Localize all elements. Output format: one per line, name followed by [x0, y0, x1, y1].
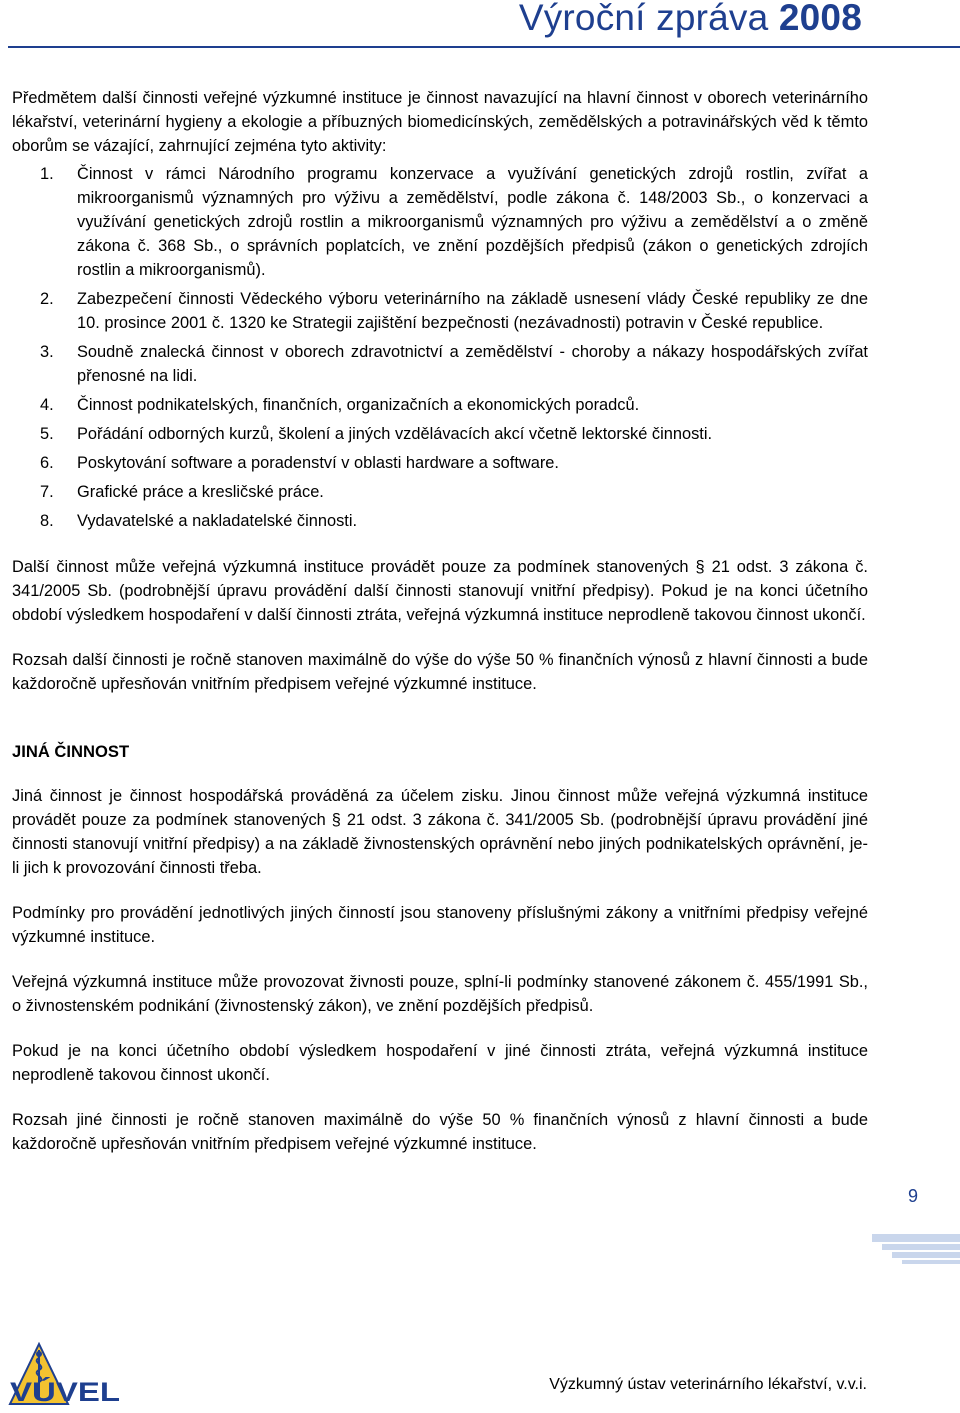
activity-item	[12, 287, 868, 335]
spacer	[12, 949, 868, 970]
scope-paragraph: Rozsah další činnosti je ročně stanoven maximálně do výše do výše 50 % finančních výnosů z hlavní činnosti a bude každoročně upřesňován vnitřním předpisem veřejné výzkumné instituce.	[12, 651, 868, 693]
other-activity-paragraph: Veřejná výzkumná instituce může provozovat živnosti pouze, splní-li podmínky stanovené zákonem č. 455/1991 Sb., o živnostenském podnikání (živnostenský zákon), ve znění pozdějších předpisů.	[12, 973, 868, 1015]
intro-paragraph: Předmětem další činnosti veřejné výzkumné instituce je činnost navazující na hlavní činnost v oborech veterinárního lékařství, veterinární hygieny a ekologie a příbuzných biomedicínských, zemědělských a potravinářských věd k těmto oborům se vázající, zahrnující zejména tyto aktivity:	[12, 89, 868, 155]
document-body	[12, 86, 868, 1156]
spacer	[12, 880, 868, 901]
other-activity-paragraph: Jiná činnost je činnost hospodářská prováděná za účelem zisku. Jinou činnost může veřejná výzkumná instituce provádět pouze za podmínek stanovených § 21 odst. 3 zákona č. 341/2005 Sb. (podrobnější úpravu provádění jiné činnosti stanovují vnitřní předpisy) a na základě živnostenských oprávnění nebo jiných podnikatelských oprávnění, je-li jich k provozování činnosti třeba.	[12, 787, 868, 877]
institute-name: Výzkumný ústav veterinárního lékařství, v.v.i.	[549, 1376, 867, 1393]
logo-graphic	[6, 1342, 124, 1408]
activity-text: Grafické práce a kresličské práce.	[77, 483, 324, 501]
spacer	[12, 1087, 868, 1108]
spacer	[12, 627, 868, 648]
activity-item	[12, 509, 868, 533]
activity-text: Zabezpečení činnosti Vědeckého výboru veterinárního na základě usnesení vlády České republiky ze dne 10. prosince 2001 č. 1320 ke Strategii zajištění bezpečnosti (nezávadnosti) potravin v České republice.	[77, 290, 868, 332]
further-activity-paragraph: Další činnost může veřejná výzkumná instituce provádět pouze za podmínek stanovených § 21 odst. 3 zákona č. 341/2005 Sb. (podrobnější úpravu provádění další činnosti stanovují vnitřní předpisy). Pokud je na konci účetního období výsledkem hospodaření v další činnosti ztráta, veřejná výzkumná instituce neprodleně takovou činnost ukončí.	[12, 558, 868, 624]
activity-item	[12, 451, 868, 475]
activity-text: Vydavatelské a nakladatelské činnosti.	[77, 512, 358, 530]
activity-number: 3.	[40, 343, 54, 361]
other-activity-paragraph: Podmínky pro provádění jednotlivých jiných činností jsou stanoveny příslušnými zákony a vnitřními předpisy veřejné výzkumné instituce.	[12, 904, 868, 946]
activity-item	[12, 162, 868, 282]
page-number: 9	[908, 1186, 919, 1206]
report-title	[519, 0, 862, 39]
activity-number: 6.	[40, 454, 54, 472]
activity-number: 7.	[40, 483, 54, 501]
spacer	[12, 696, 868, 740]
other-activity-paragraph: Pokud je na konci účetního období výsledkem hospodaření v jiné činnosti ztráta, veřejná výzkumná instituce neprodleně takovou činnost ukončí.	[12, 1042, 868, 1084]
activity-item	[12, 480, 868, 504]
activity-number: 2.	[40, 290, 54, 308]
activity-text: Soudně znalecká činnost v oborech zdravotnictví a zemědělství - choroby a nákazy hospodářských zvířat přenosné na lidi.	[77, 343, 868, 385]
decorative-bars	[872, 1234, 960, 1270]
other-activity-paragraph: Rozsah jiné činnosti je ročně stanoven maximálně do výše 50 % finančních výnosů z hlavní činnosti a bude každoročně upřesňován vnitřním předpisem veřejné výzkumné instituce.	[12, 1111, 868, 1153]
activity-item	[12, 393, 868, 417]
activity-item	[12, 340, 868, 388]
activity-number: 4.	[40, 396, 54, 414]
report-title-text: Výroční zpráva	[518, 0, 769, 38]
activity-text: Činnost v rámci Národního programu konzervace a využívání genetických zdrojů rostlin, zvířat a mikroorganismů významných pro výživu a zemědělství, podle zákona č. 148/2003 Sb., o konzervaci a využívání genetických zdrojů rostlin a mikroorganismů významných pro výživu a zemědělství a o změně zákona č. 368 Sb., o správních poplatcích, ve znění pozdějších předpisů (zákon o genetických zdrojích rostlin a mikroorganismů).	[77, 165, 868, 279]
activities-list	[12, 162, 868, 533]
activity-number: 5.	[40, 425, 54, 443]
logo-text: VÚVEL	[10, 1377, 101, 1407]
activity-item	[12, 422, 868, 446]
spacer	[12, 538, 868, 555]
activity-text: Činnost podnikatelských, finančních, organizačních a ekonomických poradců.	[77, 396, 640, 414]
activity-number: 1.	[40, 165, 54, 183]
header-divider	[8, 46, 960, 48]
spacer	[12, 1018, 868, 1039]
activity-number: 8.	[40, 512, 54, 530]
activity-text: Pořádání odborných kurzů, školení a jiných vzdělávacích akcí včetně lektorské činnosti.	[77, 425, 713, 443]
activity-text: Poskytování software a poradenství v oblasti hardware a software.	[77, 454, 559, 472]
vuvel-logo	[6, 1342, 124, 1408]
other-activity-heading: JINÁ ČINNOST	[12, 742, 130, 761]
report-year: 2008	[778, 0, 862, 38]
spacer	[12, 764, 868, 784]
